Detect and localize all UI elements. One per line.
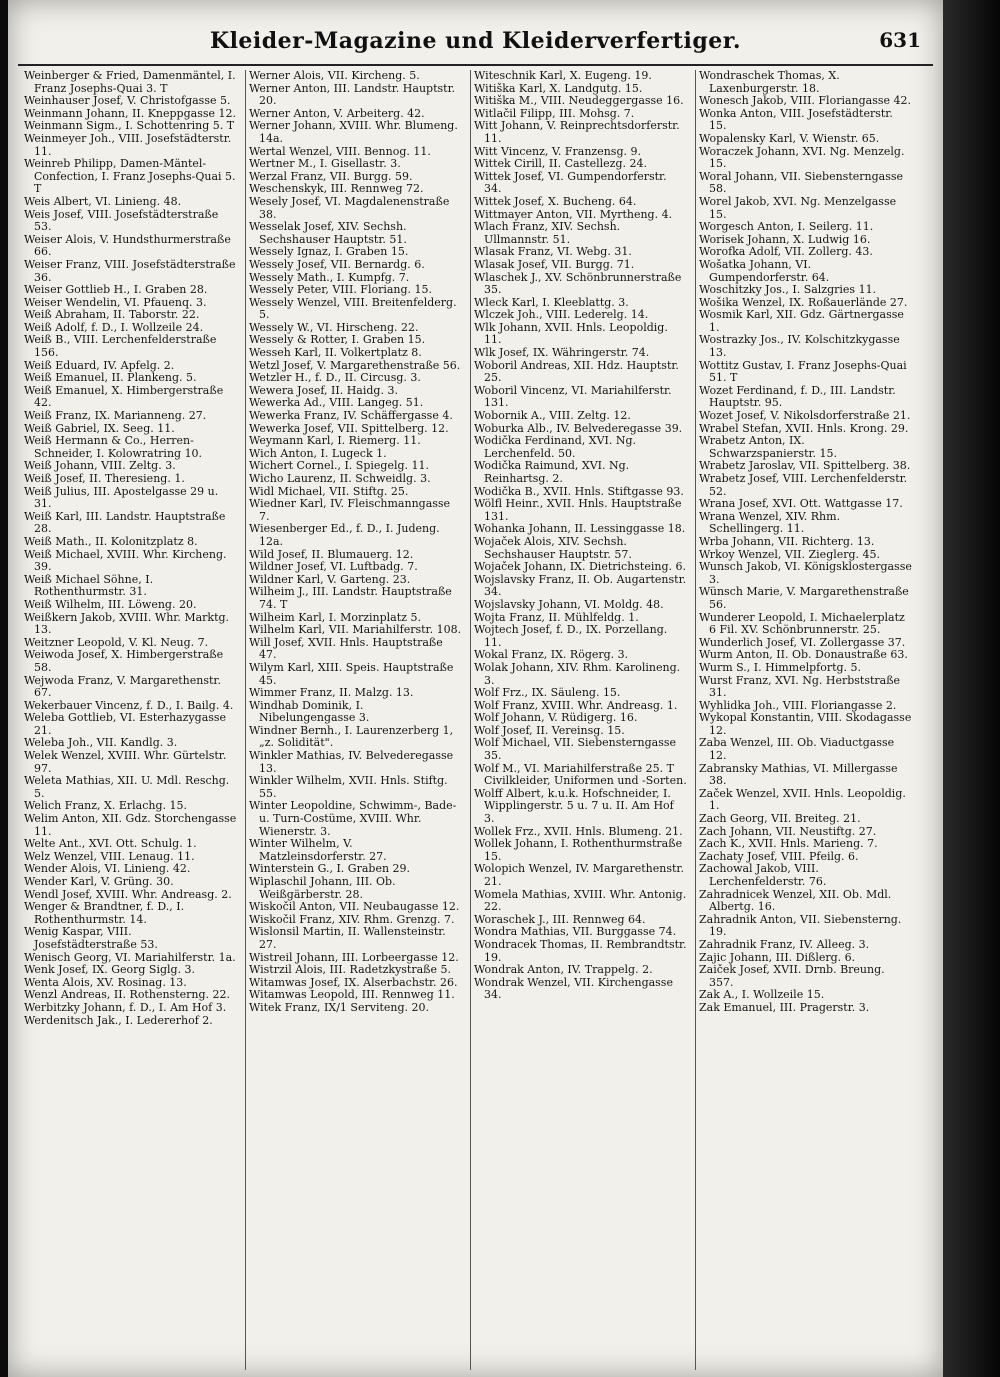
- column-divider: [245, 70, 246, 1370]
- directory-entry: Windner Bernh., I. Laurenzerberg 1, „z. Solidität".: [249, 723, 454, 750]
- directory-entry: Wessely Math., I. Kumpfg. 7.: [249, 270, 410, 284]
- directory-entry: Zach Georg, VII. Breiteg. 21.: [699, 812, 861, 826]
- directory-entry: Wrkoy Wenzel, VII. Zieglerg. 45.: [699, 547, 881, 561]
- directory-entry: Weiß Karl, III. Landstr. Hauptstraße 28.: [24, 509, 226, 536]
- directory-entry: Wošatka Johann, VI. Gumpendorferstr. 64.: [699, 257, 830, 284]
- directory-entry: Weiß Julius, III. Apostelgasse 29 u. 31.: [24, 484, 219, 511]
- directory-entry: Weiß Math., II. Kolonitzplatz 8.: [24, 534, 198, 548]
- directory-entry: Weschenskyk, III. Rennweg 72.: [249, 182, 424, 196]
- directory-entry: Witamwas Josef, IX. Alserbachstr. 26.: [249, 975, 458, 989]
- directory-entry: Zajic Johann, III. Dißlerg. 6.: [699, 950, 856, 964]
- directory-entry: Wewerka Ad., VIII. Langeg. 51.: [249, 396, 424, 410]
- directory-entry: Welich Franz, X. Erlachg. 15.: [24, 799, 187, 813]
- column-3: [474, 70, 687, 1370]
- directory-entry: Zachowal Jakob, VIII. Lerchenfelderstr. 76.: [699, 862, 827, 888]
- directory-entry: Welte Ant., XVI. Ott. Schulg. 1.: [24, 837, 197, 851]
- directory-entry: Weinreb Philipp, Damen-Mäntel-Confection, I. Franz Josephs-Quai 5. T: [24, 157, 236, 196]
- directory-entry: Woral Johann, VII. Siebensterngasse 58.: [699, 169, 903, 196]
- directory-entry: Wrabetz Anton, IX. Schwarzspanierstr. 15.: [699, 434, 838, 460]
- directory-entry: Wunderlich Josef, VI. Zollergasse 37.: [699, 635, 906, 649]
- directory-entry: Weleta Mathias, XII. U. Mdl. Reschg. 5.: [24, 774, 230, 800]
- directory-entry: Woschitzky Jos., I. Salzgries 11.: [699, 283, 877, 297]
- directory-entry: Werner Anton, III. Landstr. Hauptstr. 20.: [249, 81, 456, 108]
- directory-entry: Wünsch Marie, V. Margarethenstraße 56.: [699, 585, 909, 611]
- directory-entry: Wlasak Franz, VI. Webg. 31.: [474, 245, 632, 259]
- directory-entry: Wolf Johann, V. Rüdigerg. 16.: [474, 711, 638, 725]
- directory-entry: Weleba Joh., VII. Kandlg. 3.: [24, 736, 178, 750]
- directory-entry: Weiß Emanuel, X. Himbergerstraße 42.: [24, 383, 224, 410]
- directory-entry: Wender Alois, VI. Linieng. 42.: [24, 862, 191, 876]
- directory-entry: Wodička B., XVII. Hnls. Stiftgasse 93.: [474, 484, 684, 498]
- directory-entry: Wolf Michael, VII. Siebensterngasse 35.: [474, 736, 677, 763]
- page-number: 631: [879, 28, 921, 52]
- directory-entry: Wildner Josef, VI. Luftbadg. 7.: [249, 560, 418, 574]
- directory-entry: Weinmann Sigm., I. Schottenring 5. T: [24, 119, 235, 133]
- directory-entry: Zahradnik Anton, VII. Siebensterng. 19.: [699, 912, 902, 939]
- directory-entry: Wokal Franz, IX. Rögerg. 3.: [474, 648, 629, 662]
- directory-entry: Wenisch Georg, VI. Mariahilferstr. 1a.: [24, 950, 236, 964]
- directory-entry: Weiß Abraham, II. Taborstr. 22.: [24, 308, 200, 322]
- directory-entry: Weinhauser Josef, V. Christofgasse 5.: [24, 94, 231, 108]
- directory-entry: Wolf Josef, II. Vereinsg. 15.: [474, 723, 625, 737]
- directory-entry: Winterstein G., I. Graben 29.: [249, 862, 411, 876]
- directory-entry: Wozet Josef, V. Nikolsdorferstraße 21.: [699, 409, 911, 423]
- directory-entry: Werner Johann, XVIII. Whr. Blumeng. 14a.: [249, 119, 458, 145]
- scan-edge: [943, 0, 1000, 1377]
- directory-entry: Wiplaschil Johann, III. Ob. Weißgärberstr. 28.: [249, 875, 396, 901]
- directory-entry: Welz Wenzel, VIII. Lenaug. 11.: [24, 849, 195, 863]
- directory-entry: Weiß B., VIII. Lerchenfelderstraße 156.: [24, 333, 217, 360]
- directory-entry: Wessely Wenzel, VIII. Breitenfelderg. 5.: [249, 295, 457, 322]
- directory-entry: Wendl Josef, XVIII. Whr. Andreasg. 2.: [24, 887, 232, 901]
- directory-entry: Wolf Frz., IX. Säuleng. 15.: [474, 686, 621, 700]
- directory-entry: Witt Vincenz, V. Franzensg. 9.: [474, 144, 641, 158]
- directory-entry: Wolf M., VI. Mariahilferstraße 25. T Civilkleider, Uniformen und -Sorten.: [474, 761, 687, 788]
- directory-entry: Wunsch Jakob, VI. Königsklostergasse 3.: [699, 560, 912, 586]
- directory-entry: Wobornik A., VIII. Zeltg. 12.: [474, 409, 631, 423]
- directory-entry: Weiß Josef, II. Theresieng. 1.: [24, 472, 185, 485]
- directory-entry: Wewera Josef, II. Haidg. 3.: [249, 383, 398, 397]
- directory-entry: Wlasak Josef, VII. Burgg. 71.: [474, 257, 635, 271]
- directory-entry: Weiß Hermann & Co., Herren-Schneider, I. Kolowratring 10.: [24, 434, 203, 460]
- directory-entry: Werbitzky Johann, f. D., I. Am Hof 3.: [24, 1000, 227, 1014]
- directory-entry: Woraschek J., III. Rennweg 64.: [474, 912, 646, 926]
- directory-entry: Weiß Michael Söhne, I. Rothenthurmstr. 31.: [24, 572, 154, 599]
- directory-entry: Začek Wenzel, XVII. Hnls. Leopoldig. 1.: [699, 786, 906, 813]
- directory-entry: Worisek Johann, X. Ludwig 16.: [699, 232, 871, 246]
- directory-entry: Werner Anton, V. Arbeiterg. 42.: [249, 106, 425, 120]
- directory-entry: Zaba Wenzel, III. Ob. Viaductgasse 12.: [699, 736, 895, 763]
- directory-entry: Worofka Adolf, VII. Zollerg. 43.: [699, 245, 873, 259]
- directory-entry: Worel Jakob, XVI. Ng. Menzelgasse 15.: [699, 194, 897, 221]
- directory-entry: Wiesenberger Ed., f. D., I. Judeng. 12a.: [249, 522, 440, 548]
- directory-entry: Wyhlidka Joh., VIII. Floriangasse 2.: [699, 698, 897, 712]
- directory-entry: Weiser Franz, VIII. Josefstädterstraße 36.: [24, 257, 236, 284]
- directory-entry: Wertal Wenzel, VIII. Bennog. 11.: [249, 144, 431, 158]
- directory-entry: Wilheim J., III. Landstr. Hauptstraße 74. T: [249, 585, 452, 611]
- directory-entry: Wichert Cornel., I. Spiegelg. 11.: [249, 459, 430, 473]
- directory-entry: Woraczek Johann, XVI. Ng. Menzelg. 15.: [699, 144, 905, 171]
- directory-entry: Wleck Karl, I. Kleeblattg. 3.: [474, 295, 629, 309]
- directory-entry: Wenzl Andreas, II. Rothensterng. 22.: [24, 988, 230, 1002]
- directory-entry: Wlczek Joh., VIII. Lederelg. 14.: [474, 308, 649, 322]
- directory-entry: Weiß Franz, IX. Marianneng. 27.: [24, 409, 207, 423]
- directory-entry: Weiß Johann, VIII. Zeltg. 3.: [24, 459, 176, 473]
- directory-entry: Zach Johann, VII. Neustiftg. 27.: [699, 824, 877, 838]
- directory-entry: Widl Michael, VII. Stiftg. 25.: [249, 484, 409, 498]
- directory-entry: Wollek Johann, I. Rothenthurmstraße 15.: [474, 837, 683, 863]
- directory-entry: Wenta Alois, XV. Rosinag. 13.: [24, 975, 187, 989]
- directory-entry: Wolopich Wenzel, IV. Margarethenstr. 21.: [474, 862, 684, 888]
- directory-entry: Wondrak Anton, IV. Trappelg. 2.: [474, 963, 653, 977]
- directory-entry: Witt Johann, V. Reinprechtsdorferstr. 11.: [474, 119, 680, 145]
- directory-entry: Wrba Johann, VII. Richterg. 13.: [699, 534, 875, 548]
- directory-entry: Weiß Emanuel, II. Plankeng. 5.: [24, 371, 197, 385]
- directory-entry: Wenk Josef, IX. Georg Siglg. 3.: [24, 963, 196, 977]
- directory-entry: Wölfl Heinr., XVII. Hnls. Hauptstraße 131.: [474, 497, 682, 523]
- directory-entry: Witiška M., VIII. Neudeggergasse 16.: [474, 94, 684, 108]
- directory-entry: Weiß Adolf, f. D., I. Wollzeile 24.: [24, 320, 204, 334]
- directory-entry: Zahradnicek Wenzel, XII. Ob. Mdl. Albertg. 16.: [699, 887, 892, 914]
- directory-entry: Wessely Josef, VII. Bernardg. 6.: [249, 257, 425, 271]
- directory-entry: Weiser Wendelin, VI. Pfauenq. 3.: [24, 295, 207, 309]
- directory-entry: Winkler Wilhelm, XVII. Hnls. Stiftg. 55.: [249, 774, 448, 800]
- directory-entry: Weiß Wilhelm, III. Löweng. 20.: [24, 597, 197, 611]
- directory-entry: Wrana Wenzel, XIV. Rhm. Schellingerg. 11.: [699, 509, 841, 536]
- directory-entry: Wimmer Franz, II. Malzg. 13.: [249, 686, 414, 700]
- directory-entry: Winkler Mathias, IV. Belvederegasse 13.: [249, 749, 454, 775]
- directory-entry: Weiwoda Josef, X. Himbergerstraße 58.: [24, 648, 224, 674]
- directory-entry: Wondracek Thomas, II. Rembrandtstr. 19.: [474, 937, 687, 964]
- directory-entry: Werdenitsch Jak., I. Ledererhof 2.: [24, 1013, 213, 1027]
- directory-entry: Wildner Karl, V. Garteng. 23.: [249, 572, 411, 586]
- directory-entry: Wolff Albert, k.u.k. Hofschneider, I. Wipplingerstr. 5 u. 7 u. II. Am Hof 3.: [474, 786, 674, 826]
- page-title: Kleider-Magazine und Kleiderverfertiger.: [209, 28, 742, 54]
- directory-entry: Wlach Franz, XIV. Sechsh. Ullmannstr. 51.: [474, 220, 621, 246]
- directory-entry: Weis Josef, VIII. Josefstädterstraße 53.: [24, 207, 219, 234]
- directory-entry: Wojtech Josef, f. D., IX. Porzellang. 11.: [474, 623, 668, 649]
- directory-entry: Zaiček Josef, XVII. Drnb. Breung. 357.: [699, 963, 885, 989]
- directory-entry: Wewerka Franz, IV. Schäffergasse 4.: [249, 409, 453, 423]
- directory-entry: Wollek Frz., XVII. Hnls. Blumeng. 21.: [474, 824, 683, 838]
- directory-entry: Woburka Alb., IV. Belvederegasse 39.: [474, 421, 683, 435]
- directory-entry: Wessely Ignaz, I. Graben 15.: [249, 245, 409, 259]
- directory-entry: Wodička Ferdinand, XVI. Ng. Lerchenfeld. 50.: [474, 434, 637, 460]
- directory-entry: Winter Wilhelm, V. Matzleinsdorferstr. 27.: [249, 837, 387, 863]
- directory-entry: Weiß Eduard, IV. Apfelg. 2.: [24, 358, 175, 372]
- directory-entry: Wojslavsky Johann, VI. Moldg. 48.: [474, 597, 664, 611]
- column-2: [249, 70, 462, 1370]
- directory-entry: Wetzler H., f. D., II. Circusg. 3.: [249, 371, 421, 385]
- directory-entry: Wild Josef, II. Blumauerg. 12.: [249, 547, 414, 561]
- directory-entry: Wessely W., VI. Hirscheng. 22.: [249, 320, 419, 334]
- directory-entry: Wondra Mathias, VII. Burggasse 74.: [474, 925, 677, 939]
- directory-entry: Wostrazky Jos., IV. Kolschitzkygasse 13.: [699, 333, 900, 360]
- directory-entry: Wessely & Rotter, I. Graben 15.: [249, 333, 426, 347]
- directory-entry: Witlačil Filipp, III. Mohsg. 7.: [474, 106, 635, 120]
- directory-entry: Wetzl Josef, V. Margarethenstraße 56.: [249, 358, 461, 372]
- directory-entry: Wilym Karl, XIII. Speis. Hauptstraße 45.: [249, 660, 454, 687]
- directory-entry: Wistreil Johann, III. Lorbeergasse 12.: [249, 950, 459, 964]
- directory-entry: Wittmayer Anton, VII. Myrtheng. 4.: [474, 207, 673, 221]
- directory-entry: Zach K., XVII. Hnls. Marieng. 7.: [699, 837, 878, 851]
- directory-entry: Wenger & Brandtner, f. D., I. Rothenthurmstr. 14.: [24, 900, 185, 926]
- directory-entry: Werner Alois, VII. Kircheng. 5.: [249, 70, 420, 82]
- directory-page: [8, 0, 943, 1377]
- directory-entry: Weinmeyer Joh., VIII. Josefstädterstr. 11.: [24, 131, 232, 158]
- header-rule: [18, 64, 933, 66]
- directory-entry: Wlaschek J., XV. Schönbrunnerstraße 35.: [474, 270, 682, 297]
- directory-entry: Weinmann Johann, II. Kneppgasse 12.: [24, 106, 236, 120]
- directory-entry: Weiß Michael, XVIII. Whr. Kircheng. 39.: [24, 547, 227, 574]
- directory-entry: Wekerbauer Vincenz, f. D., I. Bailg. 4.: [24, 698, 234, 712]
- directory-columns: [24, 70, 934, 1370]
- directory-entry: Weiser Gottlieb H., I. Graben 28.: [24, 283, 208, 297]
- directory-entry: Witeschnik Karl, X. Eugeng. 19.: [474, 70, 652, 82]
- directory-entry: Wittek Josef, X. Bucheng. 64.: [474, 194, 637, 208]
- directory-entry: Zahradnik Franz, IV. Alleeg. 3.: [699, 937, 870, 951]
- directory-entry: Wewerka Josef, VII. Spittelberg. 12.: [249, 421, 449, 435]
- directory-entry: Wilhelm Karl, VII. Mariahilferstr. 108.: [249, 623, 462, 637]
- directory-entry: Wohanka Johann, II. Lessinggasse 18.: [474, 522, 686, 536]
- directory-entry: Wrabel Stefan, XVII. Hnls. Krong. 29.: [699, 421, 909, 435]
- directory-entry: Weleba Gottlieb, VI. Esterhazygasse 21.: [24, 711, 227, 737]
- directory-entry: Wojslavsky Franz, II. Ob. Augartenstr. 34.: [474, 572, 687, 599]
- directory-entry: Wittek Josef, VI. Gumpendorferstr. 34.: [474, 169, 667, 196]
- directory-entry: Wurm Anton, II. Ob. Donaustraße 63.: [699, 648, 908, 662]
- directory-entry: Wenig Kaspar, VIII. Josefstädterstraße 53.: [24, 925, 158, 951]
- directory-entry: Wender Karl, V. Grüng. 30.: [24, 875, 174, 888]
- directory-entry: Wrabetz Josef, VIII. Lerchenfelderstr. 52.: [699, 472, 908, 498]
- directory-entry: Wejwoda Franz, V. Margarethenstr. 67.: [24, 673, 221, 700]
- column-divider: [695, 70, 696, 1370]
- directory-entry: Welek Wenzel, XVIII. Whr. Gürtelstr. 97.: [24, 749, 227, 775]
- directory-entry: Wlk Josef, IX. Währingerstr. 74.: [474, 346, 650, 360]
- directory-entry: Weiß Gabriel, IX. Seeg. 11.: [24, 421, 175, 435]
- directory-entry: Weis Albert, VI. Linieng. 48.: [24, 194, 182, 208]
- directory-entry: Wopalensky Karl, V. Wienstr. 65.: [699, 131, 880, 145]
- directory-entry: Wich Anton, I. Lugeck 1.: [249, 446, 387, 460]
- column-divider: [470, 70, 471, 1370]
- column-1: [24, 70, 237, 1370]
- directory-entry: Wottitz Gustav, I. Franz Josephs-Quai 51. T: [699, 358, 907, 385]
- directory-entry: Wittek Cirill, II. Castellezg. 24.: [474, 157, 647, 171]
- directory-entry: Wodička Raimund, XVI. Ng. Reinhartsg. 2.: [474, 459, 630, 485]
- directory-entry: Wojta Franz, II. Mühlfeldg. 1.: [474, 610, 639, 624]
- directory-entry: Wolak Johann, XIV. Rhm. Karolineng. 3.: [474, 660, 681, 687]
- directory-entry: Windhab Dominik, I. Nibelungengasse 3.: [249, 698, 370, 725]
- directory-entry: Wessely Peter, VIII. Floriang. 15.: [249, 283, 433, 297]
- directory-entry: Wilheim Karl, I. Morzinplatz 5.: [249, 610, 421, 624]
- directory-entry: Witamwas Leopold, III. Rennweg 11.: [249, 988, 455, 1002]
- directory-entry: Wislonsil Martin, II. Wallensteinstr. 27.: [249, 925, 446, 951]
- directory-entry: Wondrak Wenzel, VII. Kirchengasse 34.: [474, 975, 673, 1002]
- directory-entry: Wesseh Karl, II. Volkertplatz 8.: [249, 346, 422, 360]
- directory-entry: Wunderer Leopold, I. Michaelerplatz 6 Fil. XV. Schönbrunnerstr. 25.: [699, 610, 905, 637]
- directory-entry: Wertner M., I. Gisellastr. 3.: [249, 157, 401, 171]
- directory-entry: Wonka Anton, VIII. Josefstädterstr. 15.: [699, 106, 893, 133]
- directory-entry: Wojaček Alois, XIV. Sechsh. Sechshauser Hauptstr. 57.: [474, 534, 632, 561]
- directory-entry: Wrana Josef, XVI. Ott. Wattgasse 17.: [699, 497, 903, 511]
- directory-entry: Wurm S., I. Himmelpfortg. 5.: [699, 660, 862, 674]
- directory-entry: Zak Emanuel, III. Pragerstr. 3.: [699, 1000, 870, 1014]
- page-header: [18, 28, 933, 66]
- directory-entry: Woboril Vincenz, VI. Mariahilferstr. 131.: [474, 383, 672, 410]
- directory-entry: Weymann Karl, I. Riemerg. 11.: [249, 434, 421, 448]
- directory-entry: Witek Franz, IX/1 Serviteng. 20.: [249, 1000, 430, 1014]
- directory-entry: Wosmik Karl, XII. Gdz. Gärtnergasse 1.: [699, 308, 904, 334]
- directory-entry: Wondraschek Thomas, X. Laxenburgerstr. 18.: [699, 70, 840, 95]
- directory-entry: Womela Mathias, XVIII. Whr. Antonig. 22.: [474, 887, 687, 914]
- directory-entry: Werzal Franz, VII. Burgg. 59.: [249, 169, 413, 183]
- directory-entry: Wošika Wenzel, IX. Roßauerlände 27.: [699, 295, 908, 309]
- directory-entry: Worgesch Anton, I. Seilerg. 11.: [699, 220, 874, 234]
- directory-entry: Zabransky Mathias, VI. Millergasse 38.: [699, 761, 898, 788]
- directory-entry: Witiška Karl, X. Landgutg. 15.: [474, 81, 643, 95]
- directory-entry: Wykopal Konstantin, VIII. Skodagasse 12.: [699, 711, 912, 737]
- directory-entry: Weiser Alois, V. Hundsthurmerstraße 66.: [24, 232, 231, 259]
- directory-entry: Weinberger & Fried, Damenmäntel, I. Franz Josephs-Quai 3. T: [24, 70, 236, 95]
- directory-entry: Weißkern Jakob, XVIII. Whr. Marktg. 13.: [24, 610, 230, 637]
- directory-entry: Wiskočil Anton, VII. Neubaugasse 12.: [249, 900, 460, 914]
- directory-entry: Wesely Josef, VI. Magdalenenstraße 38.: [249, 194, 450, 221]
- directory-entry: Wozet Ferdinand, f. D., III. Landstr. Hauptstr. 95.: [699, 383, 896, 410]
- directory-entry: Wiedner Karl, IV. Fleischmanngasse 7.: [249, 497, 451, 523]
- directory-entry: Will Josef, XVII. Hnls. Hauptstraße 47.: [249, 635, 443, 662]
- directory-entry: Welim Anton, XII. Gdz. Storchengasse 11.: [24, 812, 237, 838]
- directory-entry: Wicho Laurenz, II. Schweidlg. 3.: [249, 472, 431, 485]
- directory-entry: Wojaček Johann, IX. Dietrichsteing. 6.: [474, 560, 686, 574]
- directory-entry: Woboril Andreas, XII. Hdz. Hauptstr. 25.: [474, 358, 679, 385]
- directory-entry: Zak A., I. Wollzeile 15.: [699, 988, 825, 1002]
- directory-entry: Wonesch Jakob, VIII. Floriangasse 42.: [699, 94, 912, 108]
- directory-entry: Zachaty Josef, VIII. Pfeilg. 6.: [699, 849, 859, 863]
- directory-entry: Wurst Franz, XVI. Ng. Herbststraße 31.: [699, 673, 901, 700]
- directory-entry: Wesselak Josef, XIV. Sechsh. Sechshauser Hauptstr. 51.: [249, 220, 407, 246]
- directory-entry: Wlk Johann, XVII. Hnls. Leopoldig. 11.: [474, 320, 668, 347]
- directory-entry: Weitzner Leopold, V. Kl. Neug. 7.: [24, 635, 209, 649]
- directory-entry: Wiskočil Franz, XIV. Rhm. Grenzg. 7.: [249, 912, 455, 926]
- directory-entry: Wistrzil Alois, III. Radetzkystraße 5.: [249, 963, 452, 977]
- directory-entry: Wolf Franz, XVIII. Whr. Andreasg. 1.: [474, 698, 678, 712]
- directory-entry: Wrabetz Jaroslav, VII. Spittelberg. 38.: [699, 459, 911, 473]
- column-4: [699, 70, 912, 1370]
- directory-entry: Winter Leopoldine, Schwimm-, Bade- u. Turn-Costüme, XVIII. Whr. Wienerstr. 3.: [249, 799, 457, 838]
